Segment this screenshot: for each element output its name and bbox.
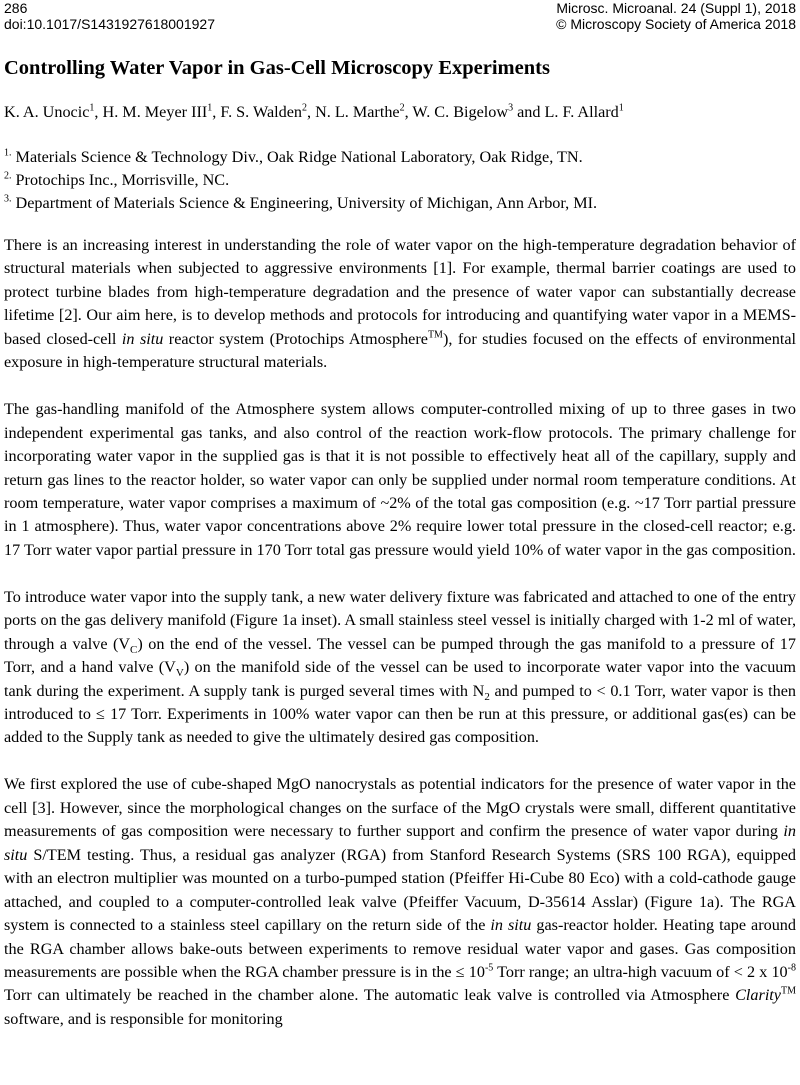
text-run: There is an increasing interest in understanding the role of water vapor on the high-temperature degradation behavior of structural materials when subjected to aggressive environments [1]. For example, thermal barrier coatings are used to protect turbine blades from high-temperature degradation and the presence of water vapor can substantially decrease lifetime [2]. Our aim here, is to develop methods and protocols for introducing and quantifying water vapor in a MEMS-based closed-cell bbox=[4, 236, 796, 348]
text-run: S/TEM testing. Thus, a residual gas analyzer (RGA) from Stanford Research Systems (SRS 100 RGA), equipped with an electron multiplier was mounted on a turbo-pumped station (Pfeiffer Hi-Cube 80 Eco) with a cold-cathode gauge attached, and coupled to a computer-controlled leak valve (Pfeiffer Vacuum, D-35614 Asslar) (Figure 1a). The RGA system is connected to a stainless steel capillary on the return side of the bbox=[4, 845, 796, 935]
author-affiliation-mark: 2 bbox=[399, 102, 405, 114]
text-run: Torr range; an ultra-high vacuum of < 2 x 10 bbox=[493, 963, 788, 981]
text-run: 2 bbox=[484, 690, 490, 703]
author-affiliation-mark: 2 bbox=[302, 102, 307, 114]
text-run: Torr can ultimately be reached in the chamber alone. The automatic leak valve is controlled via Atmosphere bbox=[4, 986, 736, 1005]
text-run: Clarity bbox=[735, 986, 781, 1005]
text-run: in situ bbox=[490, 916, 532, 935]
affiliation-number: 3. bbox=[4, 193, 12, 205]
author-list bbox=[4, 103, 796, 122]
author-separator: , bbox=[404, 103, 413, 121]
text-run: and pumped to < 0.1 Torr, water vapor is then introduced to ≤ 17 Torr. Experiments in 100% water vapor can then be run at this pressure, or additional gas(es) can be added to the Supply tank as needed to give the ultimately desired gas composition. bbox=[4, 681, 796, 747]
author-name: N. L. Marthe bbox=[315, 103, 400, 121]
author-affiliation-mark: 3 bbox=[508, 102, 514, 114]
text-run: TM bbox=[427, 329, 443, 341]
affiliation-number: 1. bbox=[4, 147, 12, 159]
text-run: ) on the end of the vessel. The vessel can be pumped through the gas manifold to a pressure of 17 Torr, and a hand valve (V bbox=[4, 634, 796, 677]
affiliation-text: Department of Materials Science & Engineering, University of Michigan, Ann Arbor, MI. bbox=[11, 194, 598, 212]
text-run: in situ bbox=[4, 822, 796, 864]
affiliation-number: 2. bbox=[4, 170, 12, 182]
page-number: 286 bbox=[4, 0, 28, 16]
author-name: H. M. Meyer III bbox=[102, 103, 208, 121]
text-run: To introduce water vapor into the supply tank, a new water delivery fixture was fabricated and attached to one of the entry ports on the gas delivery manifold (Figure 1a inset). A small stainless steel vessel is initially charged with 1-2 ml of water, through a valve (V bbox=[4, 587, 796, 653]
paragraph bbox=[4, 398, 796, 562]
text-run: V bbox=[175, 667, 184, 680]
author-separator: , bbox=[212, 103, 221, 121]
affiliation-list bbox=[4, 146, 796, 215]
text-run: We first explored the use of cube-shaped MgO nanocrystals as potential indicators for the presence of water vapor in the cell [3]. However, since the morphological changes on the surface of the MgO crystals were small, different quantitative measurements of gas composition were necessary to further support and confirm the presence of water vapor during bbox=[4, 775, 796, 841]
author-name: W. C. Bigelow bbox=[412, 103, 509, 121]
author-name: F. S. Walden bbox=[220, 103, 302, 121]
author-name: L. F. Allard bbox=[544, 103, 619, 121]
author-affiliation-mark: 1 bbox=[618, 102, 624, 114]
paragraph bbox=[4, 773, 796, 1031]
author-affiliation-mark: 1 bbox=[89, 102, 95, 114]
text-run: C bbox=[130, 643, 138, 656]
doi: doi:10.1017/S1431927618001927 bbox=[4, 16, 215, 32]
text-run: ), for studies focused on the effects of environmental exposure in high-temperature structural materials. bbox=[4, 329, 797, 372]
body-text bbox=[4, 234, 796, 1031]
author-separator: , bbox=[94, 103, 103, 121]
affiliation bbox=[4, 192, 796, 215]
copyright: © Microscopy Society of America 2018 bbox=[556, 16, 796, 32]
author-affiliation-mark: 1 bbox=[207, 102, 213, 114]
text-run: in situ bbox=[121, 329, 164, 348]
author-name: K. A. Unocic bbox=[4, 103, 90, 121]
text-run: ) on the manifold side of the vessel can be used to incorporate water vapor into the vacuum tank during the experiment. A supply tank is purged several times with N bbox=[4, 658, 796, 700]
journal-citation: Microsc. Microanal. 24 (Suppl 1), 2018 bbox=[556, 0, 796, 16]
affiliation bbox=[4, 169, 796, 192]
affiliation-text: Materials Science & Technology Div., Oak Ridge National Laboratory, Oak Ridge, TN. bbox=[11, 148, 583, 166]
paragraph bbox=[4, 586, 796, 750]
text-run: reactor system (Protochips Atmosphere bbox=[163, 329, 428, 348]
paragraph bbox=[4, 234, 796, 375]
text-run: The gas-handling manifold of the Atmosphere system allows computer-controlled mixing of up to three gases in two independent experimental gas tanks, and also control of the reaction work-flow protocols. The primary challenge for incorporating water vapor in the supplied gas is that it is not possible to effectively heat all of the capillary, supply and return gas lines to the reactor holder, so water vapor can only be supplied under normal room temperature conditions. At room temperature, water vapor comprises a maximum of ~2% of the total gas composition (e.g. ~17 Torr partial pressure in 1 atmosphere). Thus, water vapor concentrations above 2% require lower total pressure in the closed-cell reactor; e.g. 17 Torr water vapor partial pressure in 170 Torr total gas pressure would yield 10% of water vapor in the gas composition. bbox=[4, 400, 796, 559]
affiliation bbox=[4, 146, 796, 169]
affiliation-text: Protochips Inc., Morrisville, NC. bbox=[11, 171, 230, 189]
text-run: -8 bbox=[787, 962, 796, 974]
text-run: software, and is responsible for monitoring bbox=[4, 1009, 283, 1028]
paper-title: Controlling Water Vapor in Gas-Cell Microscopy Experiments bbox=[4, 57, 550, 79]
text-run: -5 bbox=[484, 962, 494, 974]
text-run: gas-reactor holder. Heating tape around the RGA chamber allows bake-outs between experiments to remove residual water vapor and gases. Gas composition measurements are possible when the RGA chamber pressure is in the ≤ 10 bbox=[4, 916, 796, 981]
author-separator: , bbox=[307, 103, 316, 121]
text-run: TM bbox=[781, 986, 796, 998]
author-separator: and bbox=[513, 103, 545, 121]
